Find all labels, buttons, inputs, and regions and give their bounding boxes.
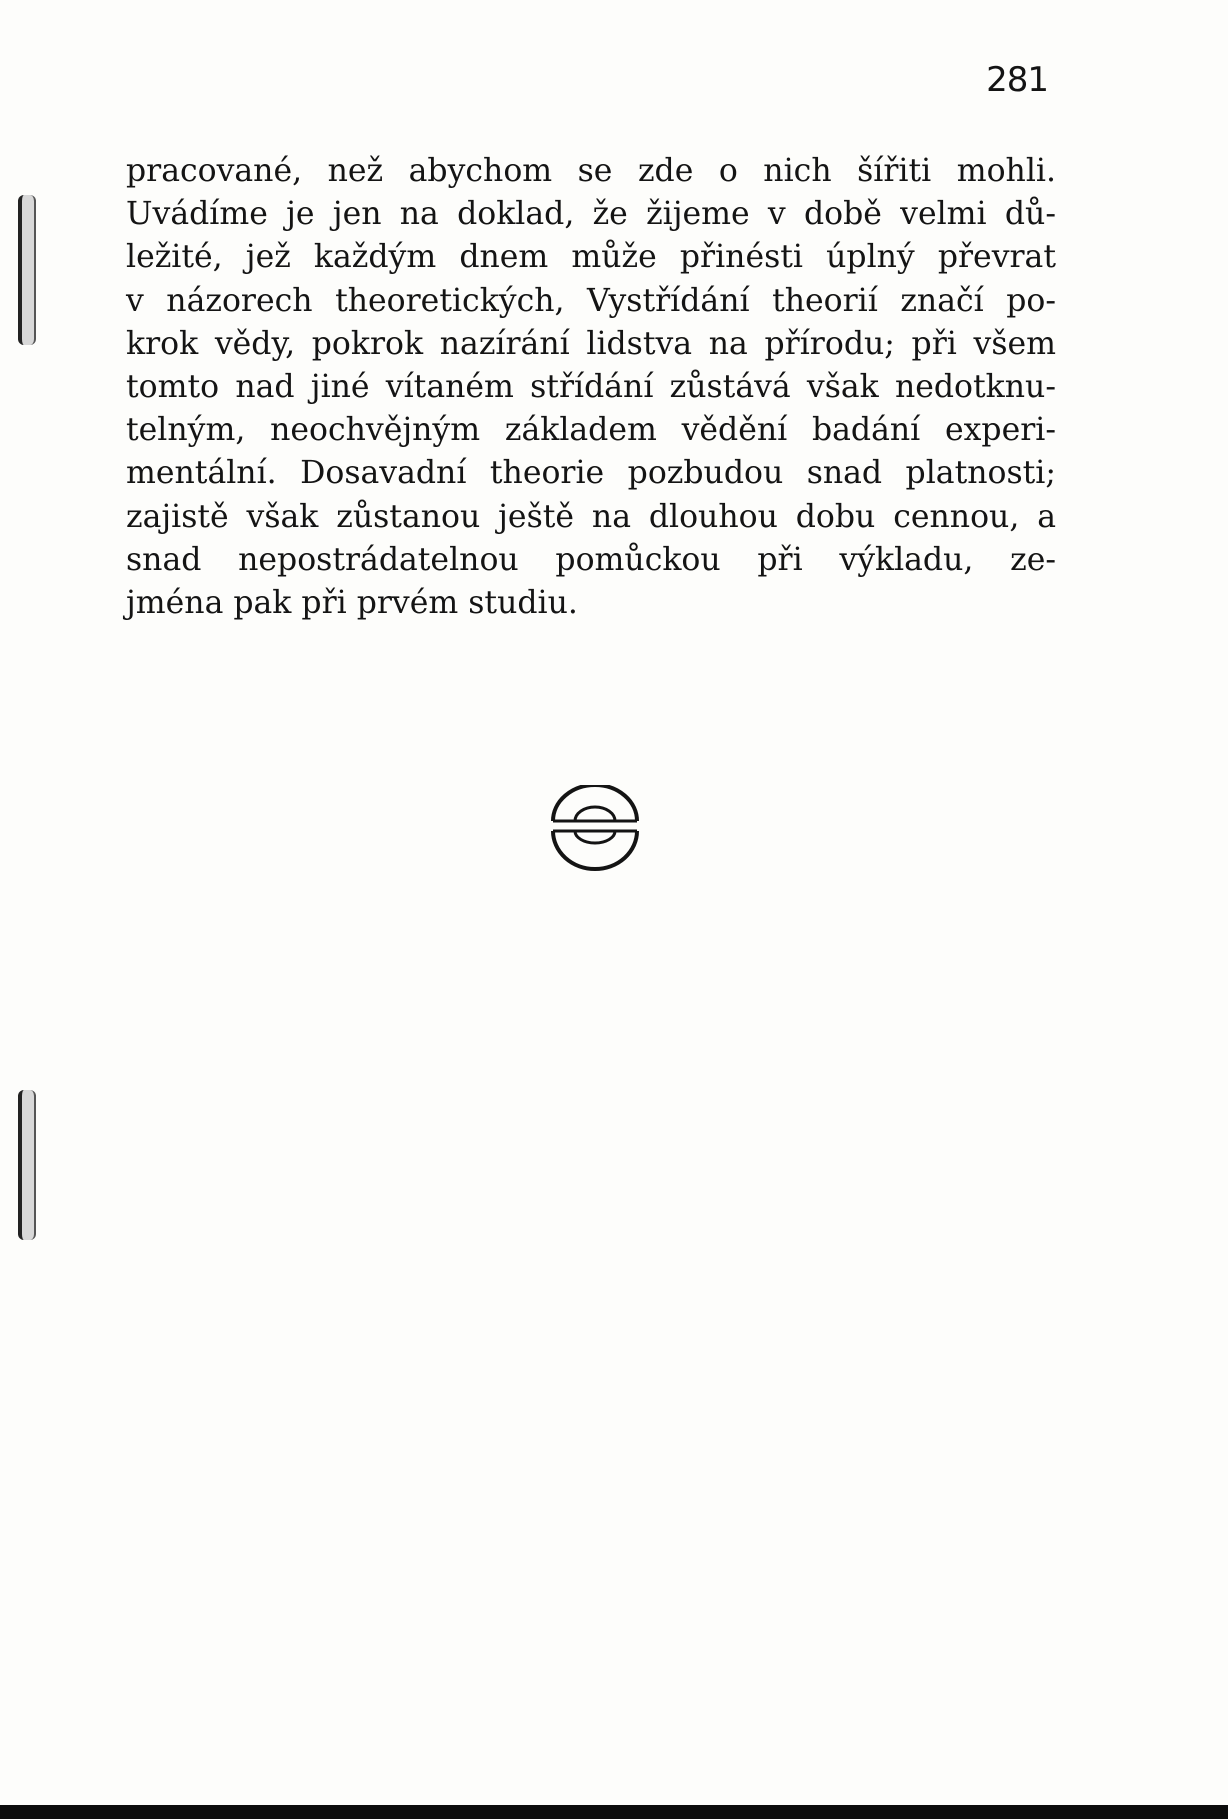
text-line: tomto nad jiné vítaném střídání zůstává však nedotknu- — [126, 368, 1056, 405]
text-line: zajistě však zůstanou ještě na dlouhou dobu cennou, a — [126, 498, 1056, 535]
text-line: Uvádíme je jen na doklad, že žijeme v době velmi dů- — [126, 196, 1056, 233]
body-text — [126, 150, 1056, 625]
page-number: 281 — [986, 60, 1048, 100]
binding-mark-top — [18, 195, 36, 345]
end-of-chapter-ornament-icon — [545, 785, 645, 875]
text-line-last: jména pak při prvém studiu. — [126, 584, 578, 621]
text-line: mentální. Dosavadní theorie pozbudou snad platnosti; — [126, 455, 1056, 492]
text-line: v názorech theoretických, Vystřídání theorií značí po- — [126, 282, 1056, 319]
text-line: snad nepostrádatelnou pomůckou při výkladu, ze- — [126, 541, 1056, 578]
binding-mark-bottom — [18, 1090, 36, 1240]
text-line: telným, neochvějným základem vědění badání experi- — [126, 412, 1056, 449]
text-line: pracované, než abychom se zde o nich šířiti mohli. — [126, 153, 1056, 189]
scan-bottom-edge — [0, 1805, 1228, 1819]
text-line: ležité, jež každým dnem může přinésti úplný převrat — [126, 239, 1056, 276]
text-line: krok vědy, pokrok nazírání lidstva na přírodu; při všem — [126, 325, 1056, 362]
